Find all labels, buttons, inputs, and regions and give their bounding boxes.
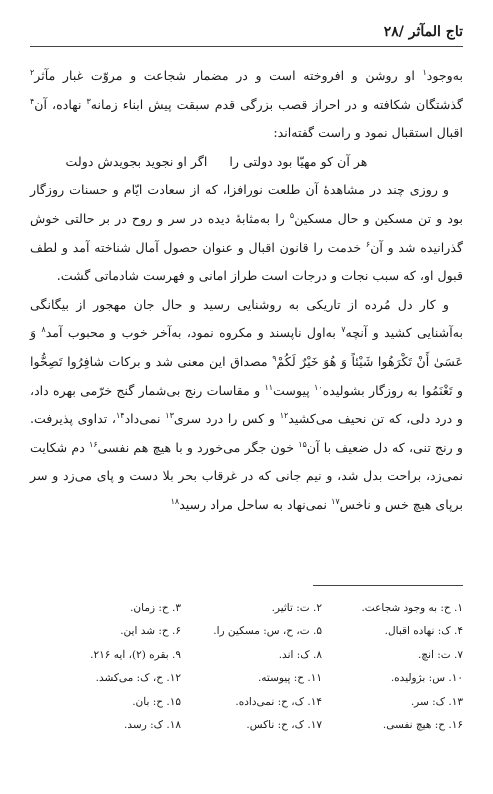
text-run: خدمت را قانون اقبال و عنوان حصول آمال شناخته آمد و لطف قبول او، که سبب نجات و درجات است طراز امانی و فهرست شادماتی گشت. (30, 239, 463, 284)
text-run: دم شکایت نمی‌زد، براحت بدل شد، و نیم جانی که در غرقاب بحر بلا دست و پای می‌زد و سر برپای هیچ خس و ناخس (30, 439, 463, 512)
footnote-ref: ۱۰ (314, 382, 323, 392)
verse-hemistich-1: هر آن کو مهیّا بود دولتی را (229, 153, 368, 169)
footnote-ref: ۱۳ (165, 410, 174, 420)
footnote-ref: ۱۶ (89, 439, 98, 449)
footnote-row (40, 690, 463, 714)
footnote: ۷. ت: آنچ. (417, 648, 463, 661)
text-run: و مقاسات رنج بی‌شمار گنج خرّمی بهره داد، و درد دلی، که تن نحیف می‌کشید (30, 382, 463, 427)
footnote-ref: ۶ (365, 239, 371, 249)
footnote-row (40, 620, 463, 644)
text-run: به‌اول ناپسند و مکروه نمود، به‌آخر خوب و محبوب آمد (45, 325, 342, 341)
footnote-separator (313, 585, 463, 586)
footnote: ۱. ح: به وجود شجاعت. (361, 601, 463, 614)
footnote: ۳. ح: زمان. (130, 601, 181, 614)
footnote: ۱۴. ک، ح: نمی‌داده. (235, 695, 322, 708)
text-run: مصداق این معنی شد و برکات شافِرُوا تَصِحُّوا و تَغْنَمُوا به روزگار بشولیده (30, 353, 463, 398)
text-run: و کس را درد سری (173, 411, 280, 427)
running-header (30, 24, 463, 47)
running-title: تاج المآثر /۲۸ (383, 24, 463, 40)
text-run: پیوست (273, 382, 315, 398)
footnote: ۱۶. ح: هیچ نفسی. (382, 719, 463, 732)
footnote-ref: ۱۷ (331, 496, 340, 506)
text-run: گذشتگان شکافته و در احراز قصب بزرگی قدم سبقت پیش ابناء زمانه (90, 96, 463, 112)
footnote: ۸. ک: اند. (278, 648, 322, 661)
footnote-ref: ۷ (341, 325, 346, 335)
footnote-ref: ۱۸ (170, 496, 180, 506)
footnote-row (40, 596, 463, 620)
footnote-ref: ۳ (86, 96, 91, 106)
text-run: را به‌مثابهٔ دیده در سر و روح در بر حالتی خوش گذرانیده شد و آن (30, 210, 463, 255)
footnote-row (40, 643, 463, 667)
footnote: ۱۷. ک، ح: ناکس. (246, 719, 322, 732)
main-text (30, 62, 463, 520)
paragraph-2 (30, 176, 463, 290)
verse-hemistich-2: اگر او نجوید بجویدش دولت (65, 153, 208, 169)
footnote: ۱۳. ک: سر. (410, 695, 463, 708)
footnote: ۵. ت، ح، س: مسکین را. (213, 625, 322, 638)
verse (30, 148, 463, 177)
footnote-row (40, 714, 463, 738)
footnote-ref: ۵ (289, 210, 295, 220)
text-run: و کار دل مُرده از تاریکی به روشنایی رسید و حال جان مهجور از بیگانگی به‌آشنایی کشید و آنچه (30, 296, 463, 341)
text-run: به‌وجود (426, 68, 463, 83)
quran-quote: وَ عَسَیٰ أَنْ تَكْرَهُوا شَیْئاً وَ هُوَ خَیْرٌ لَكُمْ (30, 325, 463, 369)
text-run: نمی‌داد (124, 411, 166, 427)
footnote: ۶. ح: شد این. (120, 625, 181, 638)
text-run: خون جگر می‌خورد و با هیچ هم نفسی (97, 439, 299, 455)
footnote: ۴. ک: نهاده اقبال. (384, 625, 463, 638)
footnote: ۱۲. ح، ک: می‌کشد. (95, 672, 181, 685)
footnote-ref: ۱۴ (115, 410, 125, 420)
footnote-ref: ۱۲ (279, 410, 289, 420)
text-run: نمی‌نهاد به ساحل مراد رسید (179, 496, 332, 512)
footnotes (40, 596, 463, 737)
footnote-ref: ۹ (272, 353, 277, 363)
footnote: ۱۵. ح: بآن. (132, 695, 181, 708)
footnote: ۲. ت: تأثیر. (271, 601, 322, 614)
text-run: اقبال استقبال نمود و راست گفته‌اند: (273, 125, 463, 141)
footnote: ۱۱. ح: پیوسته. (257, 672, 322, 685)
footnote: ۱۸. ک: رسد. (124, 719, 181, 732)
footnote-ref: ۱۵ (298, 439, 307, 449)
footnote-ref: ۲ (30, 67, 35, 77)
footnote: ۱۰. س: بژولیده. (390, 672, 463, 685)
text-run: او روشن و افروخته است و در مضمار شجاعت و مروّت غبار مآثر (34, 68, 423, 83)
footnote: ۹. بقره (۲)، آیه ۲۱۶. (90, 648, 181, 661)
text-run: نهاده، آن (34, 96, 87, 112)
footnote-ref: ۱۱ (264, 382, 274, 392)
footnote-ref: ۱ (422, 67, 427, 77)
text-run: و روزی چند در مشاهدهٔ آن طلعت نورافزا، که از سعادت ایّام و حسنات روزگار بود و تن مسکین و حال مسکین (30, 182, 463, 226)
text-run: ، تداوی پذیرفت. و رنج تنی، که دل ضعیف با آن (30, 411, 464, 455)
paragraph-1 (30, 62, 463, 148)
paragraph-3 (30, 291, 463, 520)
footnote-ref: ۴ (30, 96, 35, 106)
footnote-row (40, 667, 463, 691)
footnote-ref: ۸ (41, 325, 46, 335)
